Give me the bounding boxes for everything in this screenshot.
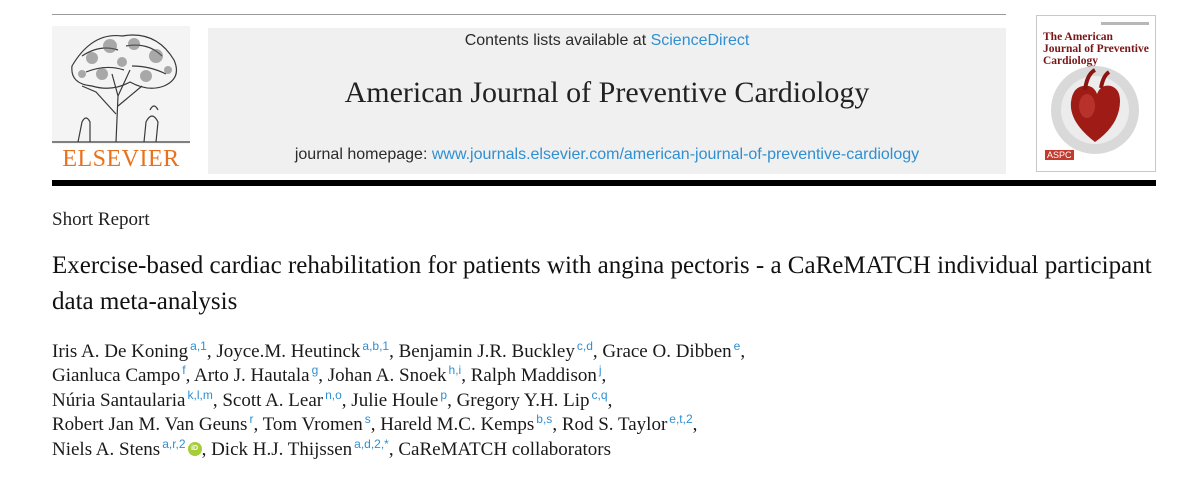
cover-aspc-badge: ASPC xyxy=(1047,150,1072,160)
author-affiliation[interactable]: e xyxy=(733,339,741,353)
cover-title: The American Journal of Preventive Cardiology xyxy=(1043,31,1149,67)
author-affiliation[interactable]: p xyxy=(440,387,448,402)
elsevier-wordmark: ELSEVIER xyxy=(62,146,180,172)
sciencedirect-link[interactable]: ScienceDirect xyxy=(650,32,750,49)
author-name: Joyce.M. Heutinck xyxy=(216,341,361,362)
elsevier-logo[interactable] xyxy=(52,26,190,174)
author-affiliation[interactable]: g xyxy=(311,363,319,378)
author-name: Niels A. Stens xyxy=(52,438,161,460)
author-group: CaReMATCH collaborators xyxy=(398,438,612,460)
author-affiliation[interactable]: a,d,2,* xyxy=(354,436,389,451)
author xyxy=(602,341,740,362)
author-affiliation[interactable]: a,r,2 xyxy=(162,436,186,451)
contents-prefix: Contents lists available at xyxy=(464,32,651,49)
author-affiliation[interactable]: f xyxy=(182,363,186,378)
author xyxy=(562,414,693,435)
author-name: Robert Jan M. Van Geuns xyxy=(52,414,248,436)
author-name: Johan A. Snoek xyxy=(327,365,447,387)
author-name: Gregory Y.H. Lip xyxy=(456,389,590,411)
author-affiliation[interactable]: s xyxy=(364,412,371,427)
author-name: Rod S. Taylor xyxy=(561,414,668,436)
author-name: Julie Houle xyxy=(351,389,439,411)
header-rule xyxy=(52,180,1156,186)
author-name: Scott A. Lear xyxy=(222,389,324,411)
homepage-link[interactable]: www.journals.elsevier.com/american-journal-of-preventive-cardiology xyxy=(431,146,920,163)
author xyxy=(52,436,202,460)
author-name: Tom Vromen xyxy=(262,414,363,436)
contents-line xyxy=(208,32,1006,50)
author xyxy=(456,387,608,411)
author-affiliation[interactable]: a,b,1 xyxy=(362,339,390,353)
top-rule xyxy=(52,14,1006,15)
author-name: Iris A. De Koning xyxy=(52,341,189,362)
homepage-line xyxy=(208,146,1006,164)
author-affiliation[interactable]: n,o xyxy=(325,387,342,402)
author-affiliation[interactable]: r xyxy=(249,412,254,427)
orcid-icon[interactable]: iD xyxy=(188,442,202,456)
tree-icon xyxy=(52,26,190,144)
article-type: Short Report xyxy=(52,209,150,230)
author xyxy=(471,365,602,386)
author xyxy=(194,365,318,386)
cover-inner xyxy=(1039,18,1151,167)
journal-cover[interactable] xyxy=(1036,15,1156,172)
author xyxy=(263,414,371,435)
author xyxy=(52,341,207,362)
author-affiliation[interactable]: a,1 xyxy=(190,339,207,353)
journal-name: American Journal of Preventive Cardiology xyxy=(344,76,870,109)
author xyxy=(351,387,448,411)
author xyxy=(380,414,552,435)
author xyxy=(216,341,389,362)
author-affiliation[interactable]: b,s xyxy=(536,412,553,427)
author-affiliation[interactable]: c,q xyxy=(591,387,608,402)
author-list: Iris A. De Koning $^{a,1}$, Joyce.M. Heutinck $^{a,b,1}$, Benjamin J.R. Buckley $^{c,d}$, Grace O. Dibben $^e$, Gianluca Campo $^f$, Arto J. Hautala $^g$, Johan A. Snoek $^{h,i}$, Ralph Maddison $^j$, Núria Santaularia $^{k,l,m}$, Scott A. Lear $^{n,o}$, Julie Houle $^p$, Gregory Y.H. Lip $^{c,q}$, Robert Jan M. Van Geuns $^r$, Tom Vromen $^s$, Hareld M.C. Kemps $^{b,s}$, Rod S. Taylor $^{e,t,2}$, Niels A. Stens $^{a,r,2}$ iD , Dick H.J. Thijssen $^{a,d,2,*}$, CaReMATCH collaborators xyxy=(52,339,746,460)
author-name: Gianluca Campo xyxy=(52,365,181,387)
author-affiliation[interactable]: e,t,2 xyxy=(669,412,693,427)
author-affiliation[interactable]: h,i xyxy=(448,363,462,378)
author xyxy=(52,387,213,411)
article-title: Exercise-based cardiac rehabilitation for patients with angina pectoris - a CaReMATCH individual participant data meta-analysis xyxy=(52,252,1152,315)
author-name: Núria Santaularia xyxy=(52,389,186,411)
author xyxy=(211,436,389,460)
author-name: Arto J. Hautala xyxy=(194,365,310,387)
author xyxy=(52,365,186,386)
homepage-prefix: journal homepage: xyxy=(294,146,432,163)
author-affiliation[interactable]: k,l,m xyxy=(187,387,213,402)
author-affiliation[interactable]: c,d xyxy=(576,339,593,353)
author xyxy=(52,414,253,435)
author-name: Dick H.J. Thijssen xyxy=(211,438,353,460)
journal-banner xyxy=(208,28,1006,174)
author-affiliation[interactable]: j xyxy=(598,363,602,378)
author-name: Grace O. Dibben xyxy=(602,341,732,362)
author xyxy=(328,365,461,386)
author-name: Benjamin J.R. Buckley xyxy=(398,341,575,362)
author-name: Ralph Maddison xyxy=(470,365,597,387)
heart-icon xyxy=(1039,18,1151,167)
author xyxy=(222,387,342,411)
author xyxy=(399,341,593,362)
author-name: Hareld M.C. Kemps xyxy=(380,414,535,436)
